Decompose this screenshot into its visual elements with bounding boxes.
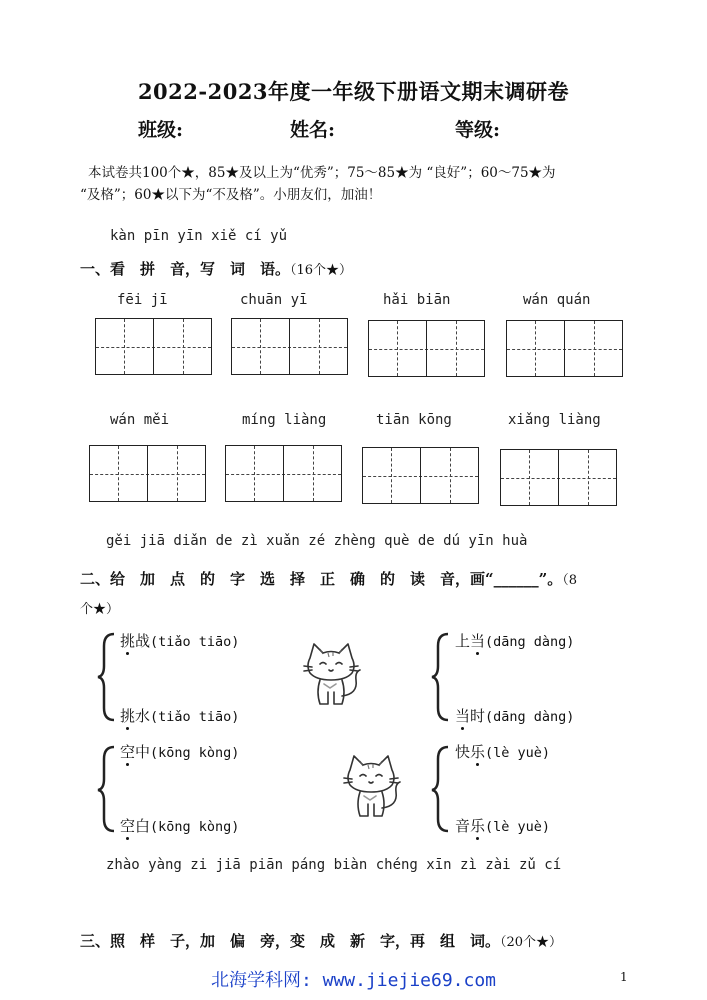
grade-field-label: 等级: (455, 119, 501, 141)
reading-item (455, 705, 574, 726)
brace-icon (96, 745, 118, 833)
section3-label: 三、照 样 子，加 偏 旁，变 成 新 字，再 组 词。 (80, 932, 501, 950)
word-pinyin: míng liàng (242, 412, 327, 428)
section3-pinyin-title: zhào yàng zi jiā piān páng biàn chéng xīn zì zài zǔ cí (106, 857, 562, 873)
reading-options[interactable]: (lè yuè) (485, 819, 551, 835)
section2-points-cont: 个★） (80, 602, 120, 617)
section1-points: （16个★） (290, 263, 353, 278)
char: 战 (135, 632, 151, 650)
cat-icon (298, 640, 366, 708)
writing-grid[interactable] (95, 318, 212, 375)
reading-options[interactable]: (kōng kòng) (150, 819, 240, 835)
name-field-label: 姓名: (290, 119, 336, 141)
intro-line-2: “及格”；60★以下为“不及格”。小朋友们，加油！ (80, 187, 382, 203)
section2-label: 二、给 加 点 的 字 选 择 正 确 的 读 音，画“______”。 (80, 570, 563, 588)
word-pinyin: hǎi biān (383, 292, 451, 308)
section3-points: （20个★） (500, 935, 563, 950)
section2-heading-cont (80, 598, 119, 617)
page-title: 2022-2023年度一年级下册语文期末调研卷 (137, 79, 570, 104)
reading-item (120, 741, 239, 762)
char: 水 (135, 707, 151, 725)
word-pinyin: wán quán (523, 292, 591, 308)
writing-grid[interactable] (368, 320, 485, 377)
dotted-char: 乐 (470, 817, 486, 835)
reading-item (455, 630, 574, 651)
word-pinyin: wán měi (110, 412, 170, 428)
char: 白 (135, 817, 151, 835)
reading-item (120, 705, 239, 726)
reading-item (120, 630, 239, 651)
brace-icon (430, 632, 452, 722)
dotted-char: 挑 (120, 632, 136, 650)
word-pinyin: fēi jī (117, 292, 168, 308)
section1-label: 一、看 拼 音，写 词 语。 (80, 260, 291, 278)
word-pinyin: tiān kōng (376, 412, 452, 428)
writing-grid[interactable] (225, 445, 342, 502)
reading-item (455, 815, 550, 836)
dotted-char: 当 (455, 707, 471, 725)
char: 上 (455, 632, 471, 650)
brace-icon (96, 632, 118, 722)
reading-item (120, 815, 239, 836)
section2-heading (80, 568, 577, 589)
reading-options[interactable]: (lè yuè) (485, 745, 551, 761)
writing-grid[interactable] (500, 449, 617, 506)
dotted-char: 空 (120, 817, 136, 835)
section2-points: （8 (562, 573, 578, 588)
word-pinyin: xiǎng liàng (508, 412, 601, 428)
reading-options[interactable]: (kōng kòng) (150, 745, 240, 761)
writing-grid[interactable] (506, 320, 623, 377)
footer-watermark: 北海学科网: www.jiejie69.com (210, 970, 497, 991)
reading-options[interactable]: (tiǎo tiāo) (150, 709, 240, 725)
reading-options[interactable]: (dāng dàng) (485, 634, 575, 650)
char: 中 (135, 743, 151, 761)
reading-item (455, 741, 550, 762)
section3-heading (80, 930, 562, 951)
cat-icon (338, 752, 406, 820)
dotted-char: 当 (470, 632, 486, 650)
writing-grid[interactable] (89, 445, 206, 502)
writing-grid[interactable] (231, 318, 348, 375)
writing-grid[interactable] (362, 447, 479, 504)
char: 音 (455, 817, 471, 835)
section1-pinyin-title: kàn pīn yīn xiě cí yǔ (110, 228, 288, 244)
dotted-char: 空 (120, 743, 136, 761)
brace-icon (430, 745, 452, 833)
section2-pinyin-title: gěi jiā diǎn de zì xuǎn zé zhèng què de dú yīn huà (106, 533, 528, 549)
dotted-char: 挑 (120, 707, 136, 725)
char: 快 (455, 743, 471, 761)
reading-options[interactable]: (tiǎo tiāo) (150, 634, 240, 650)
intro-line-1: 本试卷共100个★，85★及以上为“优秀”；75～85★为 “良好”；60～75★为 (88, 165, 556, 181)
reading-options[interactable]: (dāng dàng) (485, 709, 575, 725)
word-pinyin: chuān yī (240, 292, 308, 308)
class-field-label: 班级: (138, 119, 184, 141)
char: 时 (470, 707, 486, 725)
dotted-char: 乐 (470, 743, 486, 761)
section1-heading (80, 258, 352, 279)
page-number: 1 (620, 970, 628, 984)
